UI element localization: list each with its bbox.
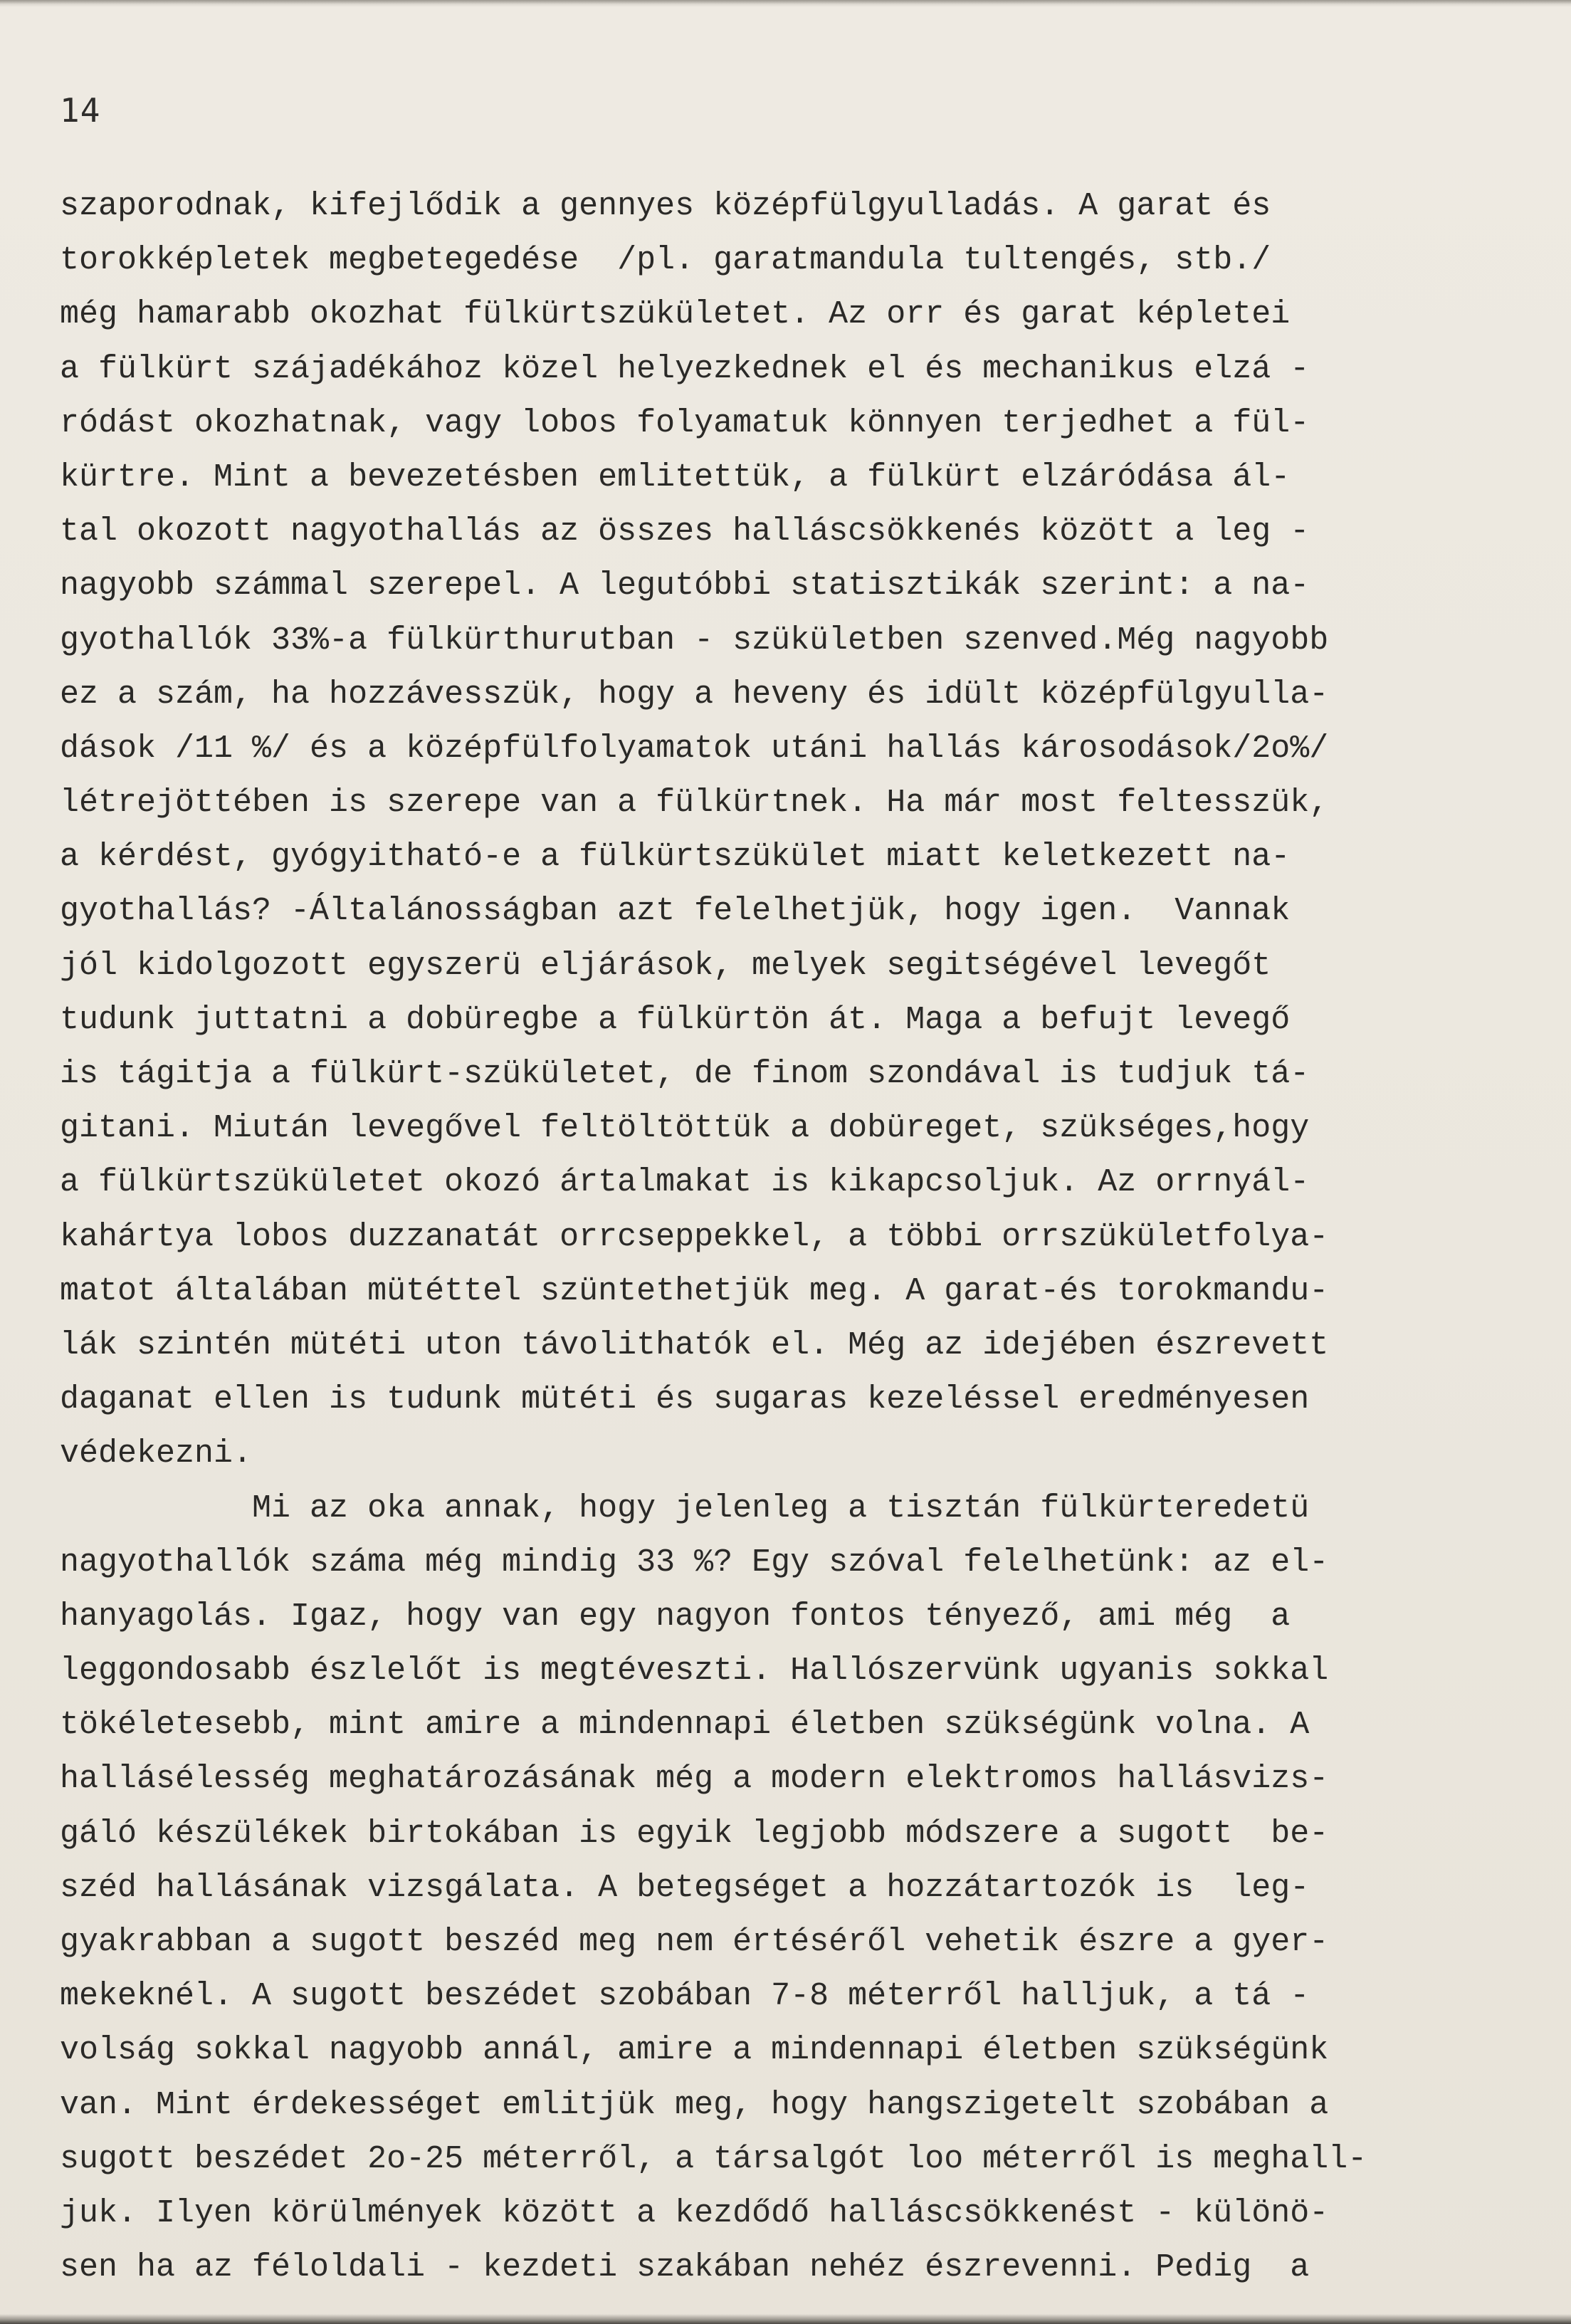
text-line: gáló készülékek birtokában is egyik legjobb módszere a sugott be- [60, 1815, 1329, 1852]
text-line: sugott beszédet 2o-25 méterről, a társalgót loo méterről is meghall- [60, 2140, 1367, 2177]
text-line: a fülkürtszükületet okozó ártalmakat is kikapcsoljuk. Az orrnyál- [60, 1164, 1310, 1201]
text-line: tudunk juttatni a dobüregbe a fülkürtön át. Maga a befujt levegő [60, 1001, 1291, 1038]
text-line: is tágitja a fülkürt-szükületet, de finom szondával is tudjuk tá- [60, 1056, 1310, 1092]
text-line: kürtre. Mint a bevezetésben emlitettük, a fülkürt elzáródása ál- [60, 459, 1291, 496]
text-line: gyakrabban a sugott beszéd meg nem értéséről vehetik észre a gyer- [60, 1924, 1329, 1960]
text-line: mekeknél. A sugott beszédet szobában 7-8 méterről halljuk, a tá - [60, 1978, 1310, 2015]
text-line: hanyagolás. Igaz, hogy van egy nagyon fontos tényező, ami még a [60, 1598, 1291, 1635]
text-line: jól kidolgozott egyszerü eljárások, melyek segitségével levegőt [60, 947, 1271, 984]
text-line: tökéletesebb, mint amire a mindennapi életben szükségünk volna. A [60, 1707, 1310, 1744]
text-line: ródást okozhatnak, vagy lobos folyamatuk könnyen terjedhet a fül- [60, 404, 1310, 441]
text-line: létrejöttében is szerepe van a fülkürtnek. Ha már most feltesszük, [60, 785, 1329, 822]
text-line: lák szintén mütéti uton távolithatók el. Még az idejében észrevett [60, 1326, 1329, 1363]
text-line: a kérdést, gyógyitható-e a fülkürtszükület miatt keletkezett na- [60, 839, 1291, 876]
text-line: nagyothallók száma még mindig 33 %? Egy szóval felelhetünk: az el- [60, 1544, 1329, 1581]
text-line: van. Mint érdekességet emlitjük meg, hogy hangszigetelt szobában a [60, 2086, 1329, 2123]
page-number: 14 [60, 91, 101, 130]
text-line: matot általában mütéttel szüntethetjük meg. A garat-és torokmandu- [60, 1272, 1329, 1309]
text-line: védekezni. [60, 1435, 253, 1472]
text-line: ez a szám, ha hozzávesszük, hogy a heveny és idült középfülgyulla- [60, 676, 1329, 713]
text-line: hallásélesség meghatározásának még a modern elektromos hallásvizs- [60, 1761, 1329, 1798]
text-line: széd hallásának vizsgálata. A betegséget a hozzátartozók is leg- [60, 1869, 1310, 1906]
body-text [60, 179, 1526, 2295]
text-line: gyothallás? -Általánosságban azt felelhetjük, hogy igen. Vannak [60, 893, 1291, 930]
text-line: még hamarabb okozhat fülkürtszükületet. Az orr és garat képletei [60, 296, 1291, 333]
text-line: daganat ellen is tudunk mütéti és sugaras kezeléssel eredményesen [60, 1381, 1310, 1418]
text-line: nagyobb számmal szerepel. A legutóbbi statisztikák szerint: a na- [60, 567, 1310, 604]
text-line: sen ha az féloldali - kezdeti szakában nehéz észrevenni. Pedig a [60, 2249, 1310, 2286]
text-line: kahártya lobos duzzanatát orrcseppekkel, a többi orrszükületfolya- [60, 1218, 1329, 1255]
text-line: szaporodnak, kifejlődik a gennyes középfülgyulladás. A garat és [60, 188, 1271, 224]
text-line: torokképletek megbetegedése /pl. garatmandula tultengés, stb./ [60, 242, 1271, 279]
text-line: a fülkürt szájadékához közel helyezkednek el és mechanikus elzá - [60, 350, 1310, 387]
text-line: Mi az oka annak, hogy jelenleg a tisztán fülkürteredetü [60, 1490, 1310, 1527]
text-line: gitani. Miután levegővel feltöltöttük a dobüreget, szükséges,hogy [60, 1110, 1310, 1147]
text-line: juk. Ilyen körülmények között a kezdődő halláscsökkenést - különö- [60, 2194, 1329, 2231]
text-line: tal okozott nagyothallás az összes halláscsökkenés között a leg - [60, 513, 1310, 550]
text-line: dások /11 %/ és a középfülfolyamatok utáni hallás károsodások/2o%/ [60, 730, 1329, 767]
text-line: volság sokkal nagyobb annál, amire a mindennapi életben szükségünk [60, 2032, 1329, 2069]
text-line: leggondosabb észlelőt is megtéveszti. Hallószervünk ugyanis sokkal [60, 1653, 1329, 1690]
text-line: gyothallók 33%-a fülkürthurutban - szükületben szenved.Még nagyobb [60, 622, 1329, 659]
